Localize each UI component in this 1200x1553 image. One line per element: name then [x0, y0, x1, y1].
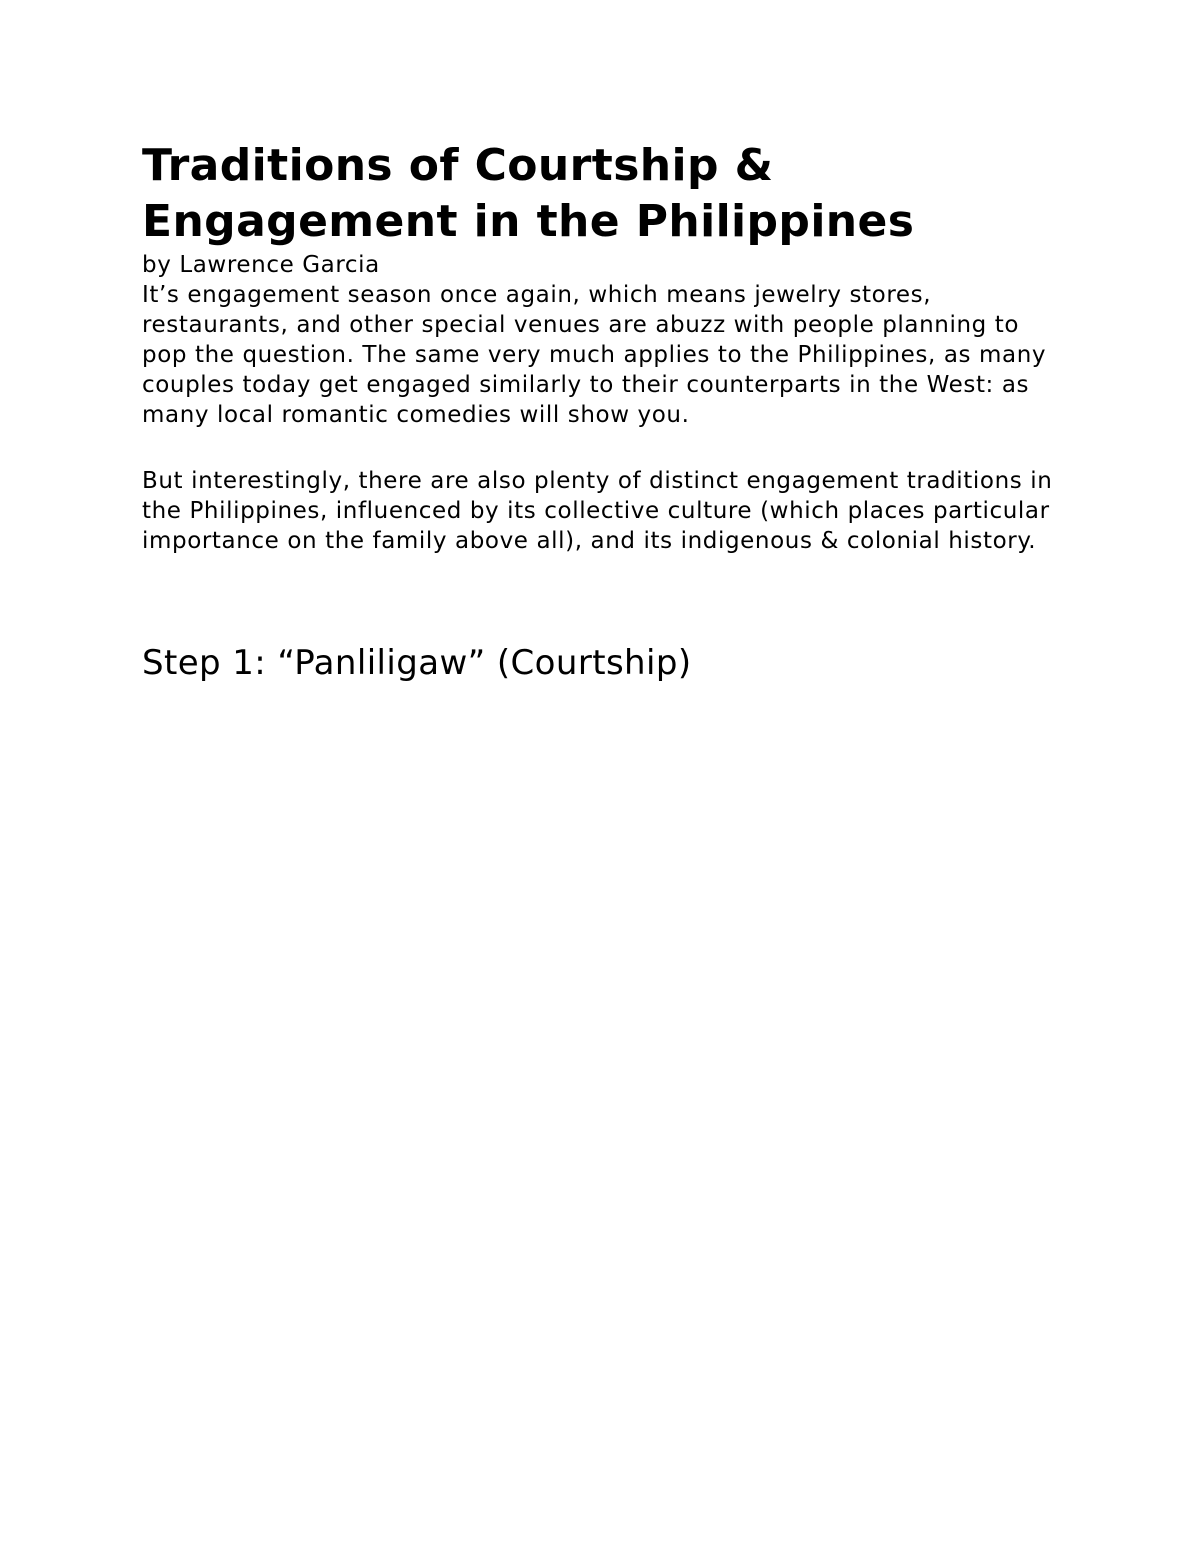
document-page: [142, 138, 1062, 685]
context-paragraph: But interestingly, there are also plenty of distinct engagement traditions in the Philippines, influenced by its collective culture (which places particular importance on the family above all), and its indigenous & colonial history.: [142, 468, 1053, 554]
article-title: Traditions of Courtship & Engagement in the Philippines: [142, 140, 915, 247]
article-byline: by Lawrence Garcia: [142, 252, 380, 278]
section-heading: Step 1: “Panliligaw” (Courtship): [142, 643, 692, 683]
intro-paragraph: It’s engagement season once again, which means jewelry stores, restaurants, and other special venues are abuzz with people planning to pop the question. The same very much applies to the Philippines, as many couples today get engaged similarly to their counterparts in the West: as many local romantic comedies will show you.: [142, 282, 1047, 428]
